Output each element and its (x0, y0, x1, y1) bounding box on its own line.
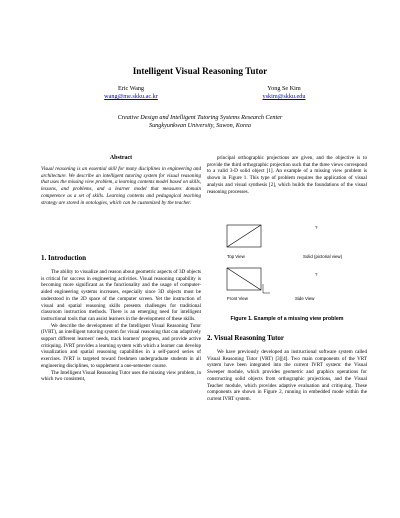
top-view-diagonal (227, 225, 261, 247)
author-2-name: Yong Se Kim (267, 85, 301, 92)
section-1-body (41, 269, 201, 383)
figure-1-drawing (207, 216, 367, 316)
figure-label-solid: Solid (pictorial view) (303, 254, 343, 259)
paper-title: Intelligent Visual Reasoning Tutor (132, 66, 268, 76)
author-1 (56, 85, 206, 101)
author-1-email-link[interactable]: wang@me.skku.ac.kr (104, 93, 158, 100)
affiliation-line-2: Sungkyunkwan University, Suwon, Korea (148, 122, 252, 130)
affiliation (0, 114, 400, 131)
author-1-name: Eric Wang (117, 85, 145, 92)
figure-label-side-view: Side View (295, 296, 315, 301)
figure-label-top-view: Top View (227, 254, 245, 259)
figure-1 (207, 216, 367, 326)
figure-question-mark-2: ? (315, 272, 318, 277)
figure-1-caption: Figure 1. Example of a missing view problem (230, 316, 344, 322)
affiliation-line-1: Creative Design and Intelligent Tutoring Systems Research Center (117, 114, 283, 121)
side-view-corner-mark (263, 284, 270, 293)
section-2-paragraph-1: We have previously developed an instructional software system called Visual Reasoning Tutor (VRT) [3][4]. Two main components of the VRT system have been integrated into the current IVRT system: the Visual Sweeper module, which provides geometric and graphics operations for constructing solid objects from orthographic projections, and the Visual Teacher module, which provides adaptive evaluation and critiquing. These components are shown in Figure 2, running in embedded mode within the current IVRT system. (207, 349, 367, 402)
abstract-text: Visual reasoning is an essential skill for many disciplines in engineering and architecture. We describe an intelligent tutoring system for visual reasoning that uses the missing view problem, a learning contents model based on skills, lessons, and problems, and a learner model that measures domain competence as a set of skills. Learning contents and pedagogical teaching strategy are stored in ontologies, which can be customized by the teacher. (41, 166, 201, 206)
author-2 (209, 85, 359, 101)
right-column-paragraph: principal orthographic projections are given, and the objective is to provide the third orthographic projection such that the three views correspond to a valid 3-D solid object [1]. An example of a missing view problem is shown in Figure 1. This type of problem requires the application of visual analysis and visual synthesis [2], which builds the foundations of the visual reasoning processes. (207, 155, 367, 195)
front-view-diagonal (227, 268, 261, 290)
author-2-email-link[interactable]: yskim@skku.edu (262, 93, 306, 100)
section-2-body (207, 349, 367, 403)
figure-label-front-view: Front View (227, 296, 248, 301)
section-1-paragraph-1: The ability to visualize and reason about geometric aspects of 3D objects is critical for success in engineering activities. Visual reasoning capability is becoming more significant as the functionality and the usage of computer-aided engineering systems increases, especially since 3D objects must be understood in the 2D space of the computer screen. Yet the instruction of visual and spatial reasoning skills presents challenges for traditional classroom instruction methods. There is an emerging need for intelligent instructional tools that can assist learners in the development of these skills. (41, 269, 201, 322)
section-1-heading: 1. Introduction (41, 254, 86, 262)
section-1-paragraph-3: The Intelligent Visual Reasoning Tutor uses the missing view problem, in which two consistent, (41, 369, 201, 383)
section-2-heading: 2. Visual Reasoning Tutor (207, 334, 285, 342)
figure-question-mark-1: ? (315, 225, 318, 230)
section-1-paragraph-2: We describe the development of the Intelligent Visual Reasoning Tutor (IVRT), an intelligent tutoring system for visual reasoning that can adaptively support different learners' needs, track learners' progress, and provide active critiquing. IVRT provides a learning system with which a learner can develop visualization and spatial reasoning capabilities in a self-paced series of exercises. IVRT is targeted toward freshmen undergraduate students in all engineering disciplines, to supplement a one-semester course. (41, 322, 201, 369)
abstract-heading: Abstract (109, 155, 133, 161)
right-column-intro (207, 155, 367, 195)
